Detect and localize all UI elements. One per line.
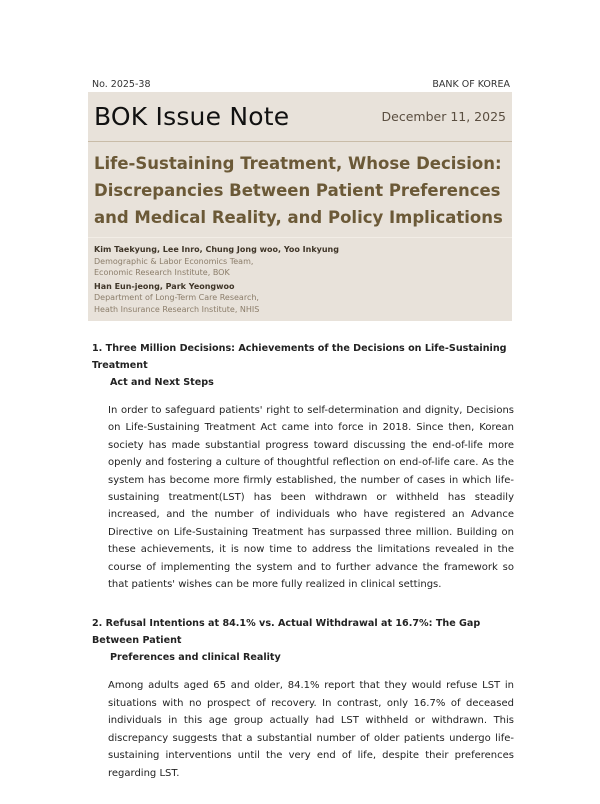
section-paragraph: In order to safeguard patients' right to self-determination and dignity, Decisions on Life-Sustaining Treatment Act came into force in 2018. Since then, Korean society has made substantial progress toward discussing the end-of-life more openly and fostering a culture of thoughtful reflection on end-of-life care. As the system has become more firmly established, the number of cases in which life-sustaining treatment(LST) has been withdrawn or withheld has steadily increased, and the number of individuals who have registered an Advance Directive on Life-Sustaining Treatment has surpassed three million. Building on these achievements, it is now time to address the limitations revealed in the course of implementing the system and to further advance the framework so that patients' wishes can be more fully realized in clinical settings. [108, 405, 514, 591]
issue-date: December 11, 2025 [381, 109, 506, 124]
authors-block [88, 238, 512, 321]
heading-line: 1. Three Million Decisions: Achievements of the Decisions on Life-Sustaining Treatment [92, 343, 507, 371]
heading-line: Preferences and clinical Reality [110, 652, 281, 664]
author-names: Han Eun-jeong, Park Yeongwoo [94, 281, 235, 291]
author-affiliation: Demographic & Labor Economics Team, [94, 256, 254, 266]
document-title: Life-Sustaining Treatment, Whose Decision: Discrepancies Between Patient Preferences and Medical Reality, and Policy Implications [88, 142, 512, 238]
header-box [88, 92, 512, 321]
brand-row [88, 92, 512, 142]
author-affiliation: Economic Research Institute, BOK [94, 268, 230, 277]
section-heading [92, 340, 514, 391]
top-line [92, 79, 510, 90]
section-heading [92, 615, 514, 666]
brand-title: BOK Issue Note [94, 102, 290, 131]
heading-line: Act and Next Steps [110, 377, 214, 388]
heading-line: 2. Refusal Intentions at 84.1% vs. Actual Withdrawal at 16.7%: The Gap Between Patient [92, 618, 481, 647]
body-content [92, 340, 514, 804]
author-names: Kim Taekyung, Lee Inro, Chung Jong woo, Yoo Inkyung [94, 245, 339, 254]
publisher: BANK OF KOREA [432, 79, 510, 90]
section-paragraph: Among adults aged 65 and older, 84.1% report that they would refuse LST in situations with no prospect of recovery. In contrast, only 16.7% of deceased individuals in this age group actually had LST withheld or withdrawn. This discrepancy suggests that a substantial number of older patients undergo life-sustaining interventions until the very end of life, despite their preferences regarding LST. [108, 680, 514, 779]
author-affiliation: Heath Insurance Research Institute, NHIS [94, 304, 260, 314]
author-affiliation: Department of Long-Term Care Research, [94, 293, 259, 302]
issue-number: No. 2025-38 [92, 79, 151, 90]
